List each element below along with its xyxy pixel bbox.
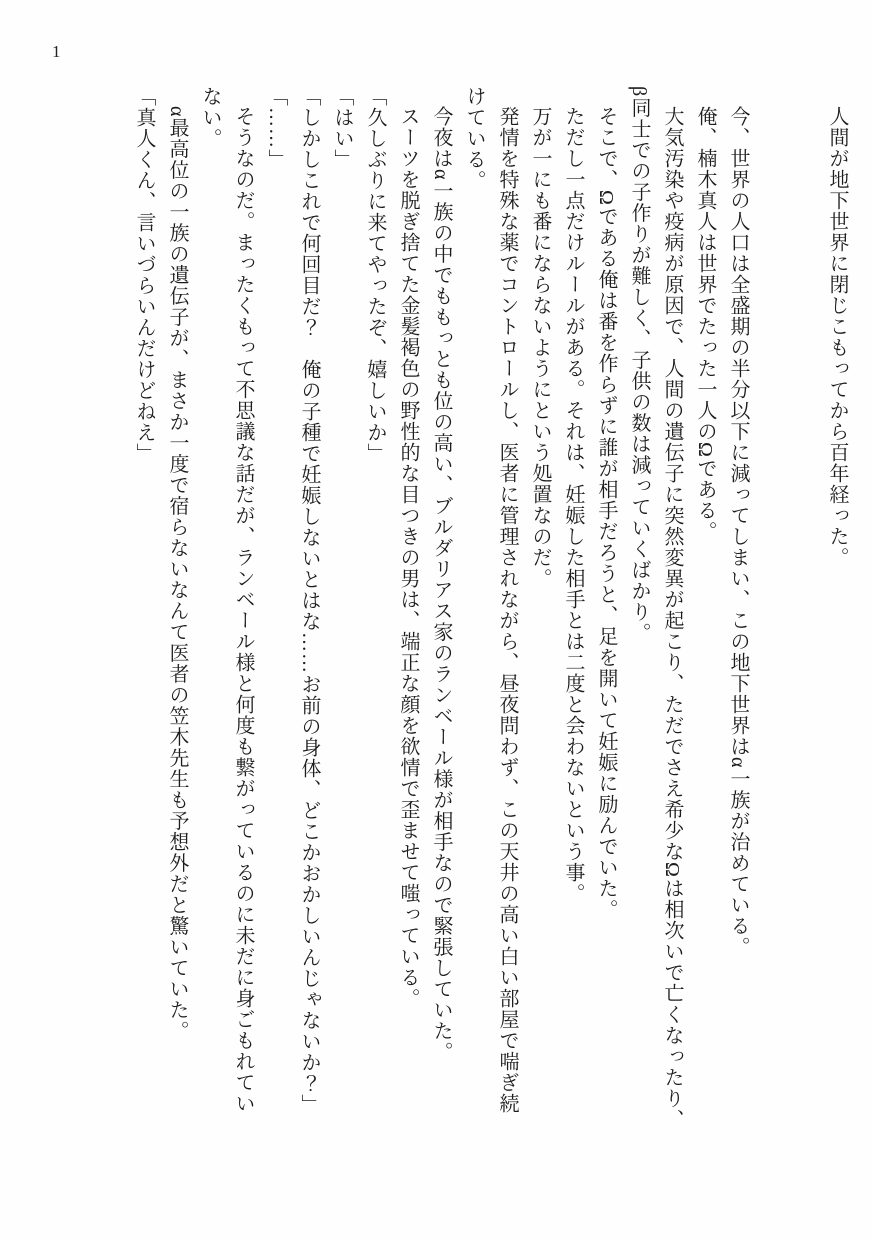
paragraph: 大気汚染や疫病が原因で、人間の遺伝子に突然変異が起こり、ただでさえ希少なΩは相次いで亡くなったり、β同士での子作りが難しく、子供の数は減っていくばかり。 bbox=[628, 86, 683, 1130]
paragraph: 人間が地下世界に閉じこもってから百年経った。 bbox=[826, 106, 848, 568]
paragraph: 「久しぶりに来てやったぞ、嬉しいか」 bbox=[364, 86, 386, 464]
paragraph: 「真人くん、言いづらいんだけどねえ」 bbox=[133, 86, 155, 464]
paragraph: ただし一点だけルールがある。それは、妊娠した相手とは二度と会わないという事。 bbox=[562, 106, 584, 904]
paragraph: 俺、楠木真人は世界でたった一人のΩである。 bbox=[694, 106, 716, 542]
paragraph: そこで、Ωである俺は番を作らずに誰が相手だろうと、足を開いて妊娠に励んでいた。 bbox=[595, 106, 617, 920]
paragraph: 万が一にも番にならないようにという処置なのだ。 bbox=[529, 106, 551, 589]
paragraph: そうなのだ。まったくもって不思議な話だが、ランベール様と何度も繋がっているのに未だに身ごもれていない。 bbox=[199, 86, 254, 1114]
text-body bbox=[127, 86, 853, 1132]
paragraph: 今夜はα一族の中でももっとも位の高い、ブルダリアス家のランベール様が相手なので緊張していた。 bbox=[430, 106, 452, 1063]
page-number: 1 bbox=[52, 42, 61, 61]
paragraph: 「しかしこれで何回目だ？ 俺の子種で妊娠しないとはな……お前の身体、どこかおかしいんじゃないか？」 bbox=[298, 86, 320, 1115]
paragraph: 今、世界の人口は全盛期の半分以下に減ってしまい、この地下世界はα一族が治めている。 bbox=[727, 106, 749, 958]
paragraph: スーツを脱ぎ捨てた金髪褐色の野性的な目つきの男は、端正な顔を欲情で歪ませて嗤っている。 bbox=[397, 106, 419, 1009]
paragraph: 発情を特殊な薬でコントロールし、医者に管理されながら、昼夜問わず、この天井の高い白い部屋で喘ぎ続けている。 bbox=[463, 86, 518, 1114]
paragraph: 「……」 bbox=[265, 86, 287, 170]
paragraph: α最高位の一族の遺伝子が、まさか一度で宿らないなんて医者の笠木先生も予想外だと驚いていた。 bbox=[166, 106, 188, 1042]
paragraph: 「はい」 bbox=[331, 86, 353, 170]
